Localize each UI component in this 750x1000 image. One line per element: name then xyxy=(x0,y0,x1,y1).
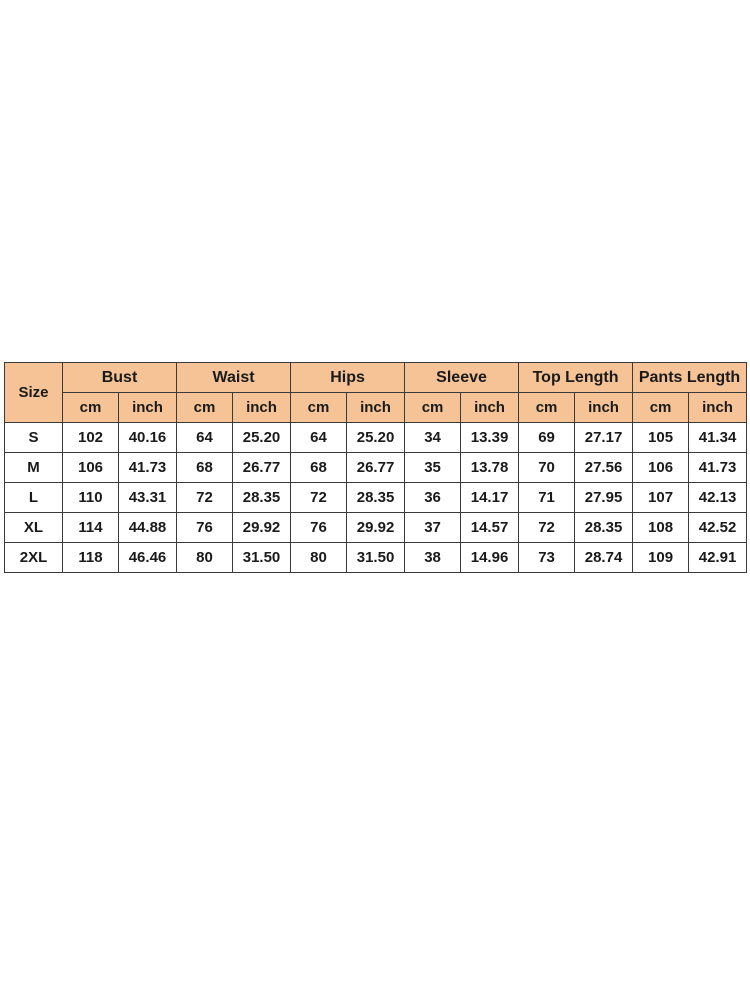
cell-bust-cm: 114 xyxy=(63,513,119,543)
cell-hips-inch: 29.92 xyxy=(347,513,405,543)
header-size: Size xyxy=(5,363,63,423)
cell-top-length-cm: 72 xyxy=(519,513,575,543)
cell-top-length-inch: 27.95 xyxy=(575,483,633,513)
cell-top-length-inch: 28.74 xyxy=(575,543,633,573)
cell-pants-length-cm: 106 xyxy=(633,453,689,483)
cell-top-length-cm: 70 xyxy=(519,453,575,483)
cell-waist-cm: 80 xyxy=(177,543,233,573)
cell-bust-inch: 43.31 xyxy=(119,483,177,513)
header-group-hips: Hips xyxy=(291,363,405,393)
table-row xyxy=(5,483,747,513)
header-unit-hips-inch: inch xyxy=(347,393,405,423)
cell-top-length-inch: 27.17 xyxy=(575,423,633,453)
header-unit-hips-cm: cm xyxy=(291,393,347,423)
cell-hips-inch: 28.35 xyxy=(347,483,405,513)
size-chart-container xyxy=(4,362,746,573)
cell-waist-cm: 72 xyxy=(177,483,233,513)
cell-waist-cm: 76 xyxy=(177,513,233,543)
header-group-bust: Bust xyxy=(63,363,177,393)
cell-pants-length-inch: 41.34 xyxy=(689,423,747,453)
header-unit-bust-cm: cm xyxy=(63,393,119,423)
cell-sleeve-cm: 37 xyxy=(405,513,461,543)
header-group-pants-length: Pants Length xyxy=(633,363,747,393)
cell-pants-length-inch: 42.91 xyxy=(689,543,747,573)
row-size-label: XL xyxy=(5,513,63,543)
cell-top-length-cm: 73 xyxy=(519,543,575,573)
header-group-waist: Waist xyxy=(177,363,291,393)
cell-pants-length-inch: 41.73 xyxy=(689,453,747,483)
cell-sleeve-cm: 34 xyxy=(405,423,461,453)
cell-pants-length-cm: 109 xyxy=(633,543,689,573)
cell-waist-inch: 29.92 xyxy=(233,513,291,543)
table-header-row-groups xyxy=(5,363,747,393)
cell-bust-cm: 102 xyxy=(63,423,119,453)
cell-bust-cm: 106 xyxy=(63,453,119,483)
cell-bust-inch: 40.16 xyxy=(119,423,177,453)
cell-hips-cm: 72 xyxy=(291,483,347,513)
header-group-top-length: Top Length xyxy=(519,363,633,393)
cell-hips-inch: 31.50 xyxy=(347,543,405,573)
cell-bust-inch: 46.46 xyxy=(119,543,177,573)
cell-hips-cm: 68 xyxy=(291,453,347,483)
table-row xyxy=(5,423,747,453)
cell-top-length-cm: 69 xyxy=(519,423,575,453)
header-group-sleeve: Sleeve xyxy=(405,363,519,393)
header-unit-sleeve-cm: cm xyxy=(405,393,461,423)
cell-sleeve-inch: 14.57 xyxy=(461,513,519,543)
cell-pants-length-cm: 107 xyxy=(633,483,689,513)
cell-waist-cm: 68 xyxy=(177,453,233,483)
cell-waist-inch: 25.20 xyxy=(233,423,291,453)
row-size-label: S xyxy=(5,423,63,453)
cell-top-length-inch: 27.56 xyxy=(575,453,633,483)
header-unit-top-length-cm: cm xyxy=(519,393,575,423)
cell-top-length-inch: 28.35 xyxy=(575,513,633,543)
header-unit-top-length-inch: inch xyxy=(575,393,633,423)
cell-waist-inch: 26.77 xyxy=(233,453,291,483)
cell-pants-length-cm: 105 xyxy=(633,423,689,453)
cell-sleeve-inch: 14.17 xyxy=(461,483,519,513)
cell-waist-cm: 64 xyxy=(177,423,233,453)
cell-hips-inch: 26.77 xyxy=(347,453,405,483)
cell-sleeve-inch: 14.96 xyxy=(461,543,519,573)
header-unit-sleeve-inch: inch xyxy=(461,393,519,423)
cell-hips-cm: 64 xyxy=(291,423,347,453)
cell-sleeve-inch: 13.39 xyxy=(461,423,519,453)
cell-hips-cm: 76 xyxy=(291,513,347,543)
row-size-label: M xyxy=(5,453,63,483)
cell-bust-inch: 41.73 xyxy=(119,453,177,483)
table-row xyxy=(5,453,747,483)
cell-sleeve-inch: 13.78 xyxy=(461,453,519,483)
table-header-row-units xyxy=(5,393,747,423)
header-unit-pants-length-inch: inch xyxy=(689,393,747,423)
cell-waist-inch: 28.35 xyxy=(233,483,291,513)
cell-bust-cm: 110 xyxy=(63,483,119,513)
cell-sleeve-cm: 36 xyxy=(405,483,461,513)
cell-bust-cm: 118 xyxy=(63,543,119,573)
table-head xyxy=(5,363,747,423)
cell-pants-length-inch: 42.13 xyxy=(689,483,747,513)
table-row xyxy=(5,513,747,543)
cell-bust-inch: 44.88 xyxy=(119,513,177,543)
table-body xyxy=(5,423,747,573)
cell-waist-inch: 31.50 xyxy=(233,543,291,573)
cell-hips-inch: 25.20 xyxy=(347,423,405,453)
table-row xyxy=(5,543,747,573)
header-unit-pants-length-cm: cm xyxy=(633,393,689,423)
header-unit-waist-inch: inch xyxy=(233,393,291,423)
row-size-label: 2XL xyxy=(5,543,63,573)
header-unit-waist-cm: cm xyxy=(177,393,233,423)
size-chart-table xyxy=(4,362,747,573)
header-unit-bust-inch: inch xyxy=(119,393,177,423)
cell-sleeve-cm: 38 xyxy=(405,543,461,573)
cell-pants-length-inch: 42.52 xyxy=(689,513,747,543)
cell-pants-length-cm: 108 xyxy=(633,513,689,543)
cell-hips-cm: 80 xyxy=(291,543,347,573)
row-size-label: L xyxy=(5,483,63,513)
cell-top-length-cm: 71 xyxy=(519,483,575,513)
cell-sleeve-cm: 35 xyxy=(405,453,461,483)
